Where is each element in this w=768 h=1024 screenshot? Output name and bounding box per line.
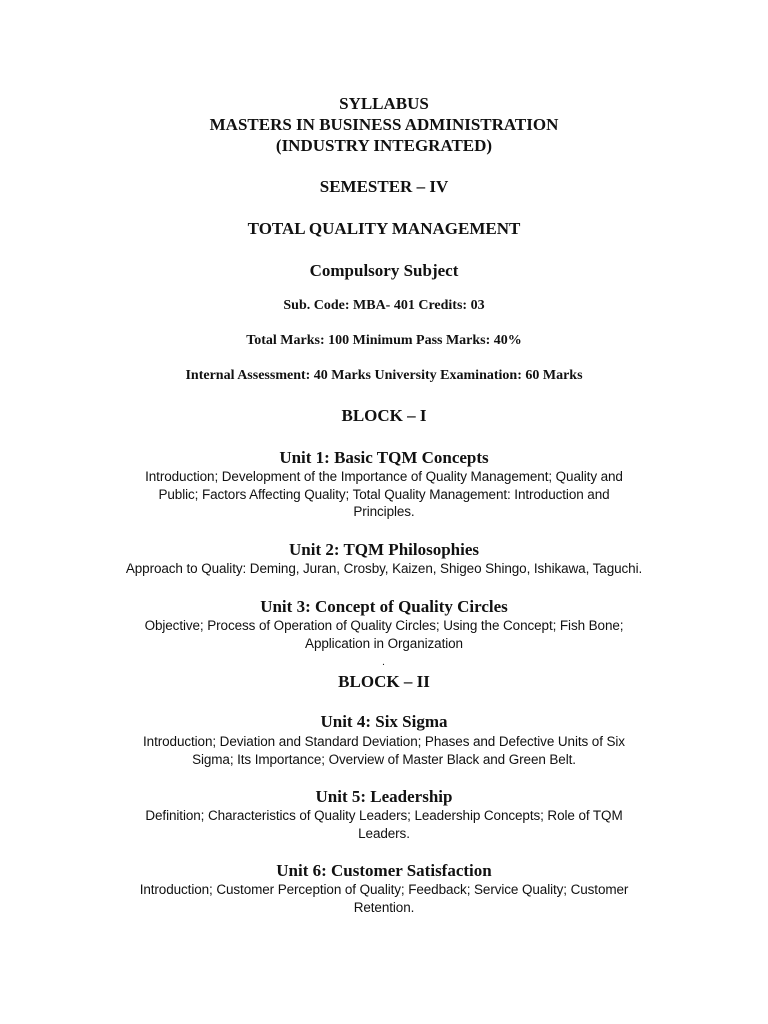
- unit-description: [114, 560, 654, 578]
- unit-description-line: Sigma; Its Importance; Overview of Master Black and Green Belt.: [192, 751, 576, 767]
- unit-title: Unit 2: TQM Philosophies: [288, 540, 480, 559]
- unit-title: Unit 3: Concept of Quality Circles: [260, 597, 508, 616]
- unit-description-line: Leaders.: [358, 825, 410, 841]
- unit-title: Unit 6: Customer Satisfaction: [276, 861, 492, 880]
- block-heading: BLOCK – II: [338, 672, 430, 691]
- unit-description-line: Introduction; Customer Perception of Quality; Feedback; Service Quality; Customer: [139, 882, 629, 897]
- unit-description-line: Introduction; Development of the Importance of Quality Management; Quality and: [145, 469, 623, 484]
- subject-type: Compulsory Subject: [309, 261, 459, 280]
- unit-description: [114, 807, 654, 842]
- block-heading: BLOCK – I: [341, 406, 427, 425]
- unit-title: Unit 4: Six Sigma: [320, 712, 448, 731]
- doc-title-program: MASTERS IN BUSINESS ADMINISTRATION: [209, 115, 559, 134]
- unit-description-line: Application in Organization: [305, 635, 463, 651]
- subject-code-credits: Sub. Code: MBA- 401 Credits: 03: [283, 298, 485, 313]
- assessment-info: Internal Assessment: 40 Marks University Examination: 60 Marks: [185, 368, 583, 383]
- semester-heading: SEMESTER – IV: [319, 177, 449, 196]
- doc-title-industry: (INDUSTRY INTEGRATED): [275, 136, 493, 155]
- unit-title: Unit 1: Basic TQM Concepts: [279, 448, 489, 467]
- unit-description-line: Public; Factors Affecting Quality; Total Quality Management: Introduction and: [158, 486, 610, 502]
- marks-info: Total Marks: 100 Minimum Pass Marks: 40%: [246, 333, 522, 348]
- unit-description-line: Approach to Quality: Deming, Juran, Crosby, Kaizen, Shigeo Shingo, Ishikawa, Taguchi.: [125, 561, 643, 576]
- stray-mark: .: [382, 657, 385, 668]
- unit-description-line: Introduction; Deviation and Standard Deviation; Phases and Defective Units of Six: [143, 734, 625, 749]
- unit-description: [114, 617, 654, 652]
- unit-description-line: Principles.: [353, 504, 415, 519]
- unit-description-line: Definition; Characteristics of Quality Leaders; Leadership Concepts; Role of TQM: [145, 808, 623, 823]
- unit-title: Unit 5: Leadership: [315, 787, 453, 806]
- unit-description: [114, 881, 654, 916]
- unit-description-line: Retention.: [353, 899, 415, 915]
- course-title: TOTAL QUALITY MANAGEMENT: [247, 219, 521, 238]
- unit-description: [114, 468, 654, 521]
- unit-description-line: Objective; Process of Operation of Quality Circles; Using the Concept; Fish Bone;: [144, 618, 624, 633]
- doc-title-syllabus: SYLLABUS: [339, 94, 429, 113]
- unit-description: [114, 733, 654, 768]
